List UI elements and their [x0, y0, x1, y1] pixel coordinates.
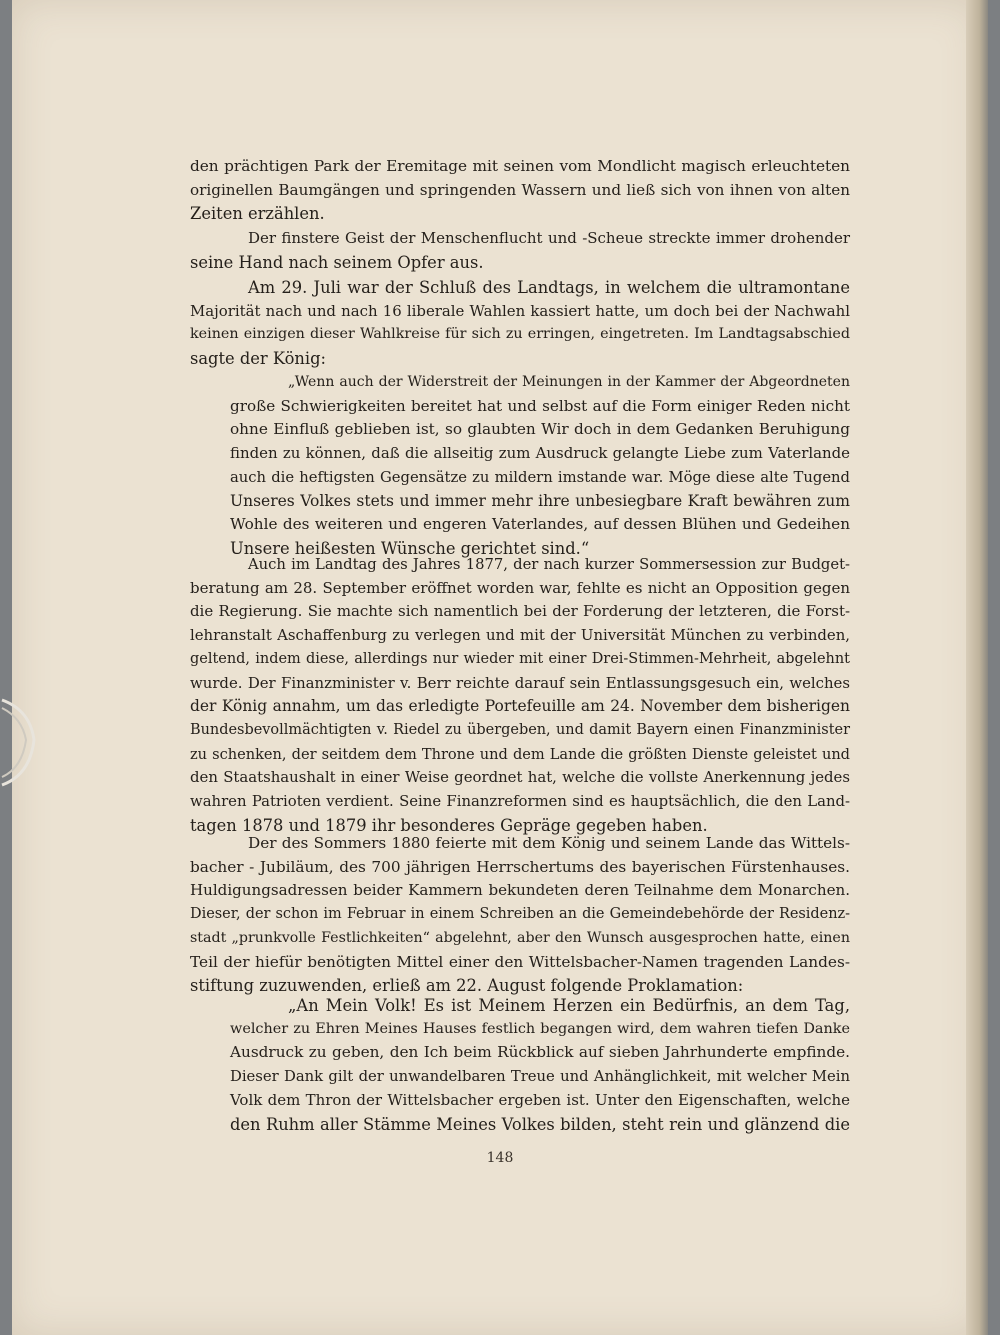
text-line: Ausdruck zu geben, den Ich beim Rückblick auf sieben Jahrhunderte empfinde.	[230, 1043, 850, 1062]
text-line: Unseres Volkes stets und immer mehr ihre unbesiegbare Kraft bewähren zum	[230, 491, 850, 510]
text-line: den prächtigen Park der Eremitage mit seinen vom Mondlicht magisch erleuchteten	[190, 157, 850, 175]
text-line: Bundesbevollmächtigten v. Riedel zu übergeben, und damit Bayern einen Finanzminister	[190, 721, 850, 738]
text-line: stadt „prunkvolle Festlichkeiten“ abgelehnt, aber den Wunsch ausgesprochen hatte, einen	[190, 929, 850, 946]
text-line: beratung am 28. September eröffnet worden war, fehlte es nicht an Opposition gegen	[190, 578, 850, 597]
text-line: den Staatshaushalt in einer Weise geordnet hat, welche die vollste Anerkennung jedes	[190, 768, 850, 787]
text-line: Auch im Landtag des Jahres 1877, der nach kurzer Sommersession zur Budget-	[248, 556, 850, 573]
text-line: Unsere heißesten Wünsche gerichtet sind.“	[230, 538, 590, 558]
page-number: 148	[486, 1150, 514, 1166]
text-line: wurde. Der Finanzminister v. Berr reichte darauf sein Entlassungsgesuch ein, welches	[190, 673, 850, 692]
text-line: geltend, indem diese, allerdings nur wieder mit einer Drei-Stimmen-Mehrheit, abgelehnt	[190, 650, 850, 667]
paragraph-6	[190, 832, 850, 998]
paragraph-1	[190, 155, 850, 226]
paragraph-2	[190, 227, 850, 274]
text-line: Zeiten erzählen.	[190, 204, 325, 224]
text-line: finden zu können, daß die allseitig zum Ausdruck gelangte Liebe zum Vaterlande	[230, 444, 850, 463]
text-line: Dieser, der schon im Februar in einem Schreiben an die Gemeindebehörde der Residenz-	[190, 906, 850, 923]
text-line: „Wenn auch der Widerstreit der Meinungen in der Kammer der Abgeordneten	[288, 374, 850, 390]
text-line: Huldigungsadressen beider Kammern bekundeten deren Teilnahme dem Monarchen.	[190, 881, 850, 900]
binding-clip-mark	[0, 680, 40, 800]
text-line: auch die heftigsten Gegensätze zu mildern imstande war. Möge diese alte Tugend	[230, 468, 850, 486]
text-line: zu schenken, der seitdem dem Throne und dem Lande die größten Dienste geleistet und	[190, 745, 850, 763]
text-line: bacher - Jubiläum, des 700 jährigen Herrschertums des bayerischen Fürstenhauses.	[190, 857, 850, 876]
text-line: Am 29. Juli war der Schluß des Landtags, in welchem die ultramontane	[248, 278, 850, 297]
text-line: Volk dem Thron der Wittelsbacher ergeben ist. Unter den Eigenschaften, welche	[230, 1090, 850, 1109]
text-line: lehranstalt Aschaffenburg zu verlegen und mit der Universität München zu verbinden,	[190, 626, 850, 645]
text-line: Majorität nach und nach 16 liberale Wahlen kassiert hatte, um doch bei der Nachwahl	[190, 301, 850, 320]
text-line: die Regierung. Sie machte sich namentlich bei der Forderung der letzteren, die Forst-	[190, 602, 850, 621]
text-line: originellen Baumgängen und springenden Wassern und ließ sich von ihnen von alten	[190, 180, 850, 199]
quote-landtagsabschied	[230, 371, 850, 561]
text-line: wahren Patrioten verdient. Seine Finanzreformen sind es hauptsächlich, die den Land-	[190, 793, 850, 811]
text-line: stiftung zuzuwenden, erließ am 22. August folgende Proklamation:	[190, 976, 744, 996]
text-line: seine Hand nach seinem Opfer aus.	[190, 252, 484, 272]
text-line: „An Mein Volk! Es ist Meinem Herzen ein Bedürfnis, an dem Tag,	[288, 996, 850, 1015]
quote-proklamation	[230, 994, 850, 1136]
text-line: den Ruhm aller Stämme Meines Volkes bilden, steht rein und glänzend die	[230, 1114, 850, 1134]
text-line: Teil der hiefür benötigten Mittel einer den Wittelsbacher-Namen tragenden Landes-	[190, 952, 850, 971]
text-line: Der des Sommers 1880 feierte mit dem König und seinem Lande das Wittels-	[248, 834, 850, 852]
text-line: welcher zu Ehren Meines Hauses festlich begangen wird, dem wahren tiefen Danke	[230, 1020, 850, 1037]
text-line: keinen einzigen dieser Wahlkreise für sich zu erringen, eingetreten. Im Landtagsabschied	[190, 326, 850, 343]
text-line: tagen 1878 und 1879 ihr besonderes Gepräge gegeben haben.	[190, 815, 708, 835]
text-line: der König annahm, um das erledigte Portefeuille am 24. November dem bisherigen	[190, 697, 850, 716]
page-edge	[966, 0, 988, 1335]
text-line: sagte der König:	[190, 349, 326, 369]
text-line: Der finstere Geist der Menschenflucht und -Scheue streckte immer drohender	[248, 229, 850, 247]
paragraph-3	[190, 276, 850, 371]
text-line: ohne Einfluß geblieben ist, so glaubten Wir doch in dem Gedanken Beruhigung	[230, 420, 850, 439]
text-line: Wohle des weiteren und engeren Vaterlandes, auf dessen Blühen und Gedeihen	[230, 515, 850, 534]
text-line: Dieser Dank gilt der unwandelbaren Treue und Anhänglichkeit, mit welcher Mein	[230, 1068, 850, 1086]
paragraph-5	[190, 553, 850, 837]
text-line: große Schwierigkeiten bereitet hat und selbst auf die Form einiger Reden nicht	[230, 396, 850, 415]
